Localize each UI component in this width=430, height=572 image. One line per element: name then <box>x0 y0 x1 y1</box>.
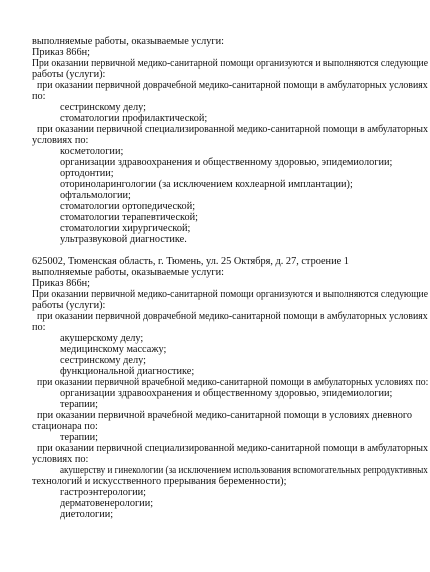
list-item: акушерскому делу; <box>60 333 144 344</box>
list-item: дерматовенерологии; <box>60 498 154 509</box>
section-heading-cont: условиях по: <box>32 135 89 146</box>
section-heading: при оказании первичной врачебной медико-санитарной помощи в амбулаторных условиях по: <box>37 377 429 388</box>
list-item: сестринскому делу; <box>60 102 146 113</box>
section-heading: при оказании первичной специализированной медико-санитарной помощи в амбулаторных <box>37 443 429 454</box>
intro-text-cont: работы (услуги): <box>32 69 106 80</box>
address: 625002, Тюменская область, г. Тюмень, ул. 25 Октября, д. 27, строение 1 <box>32 256 349 267</box>
section-heading: при оказании первичной доврачебной медико-санитарной помощи в амбулаторных условиях <box>37 80 428 91</box>
list-item: диетологии; <box>60 509 114 520</box>
list-item: сестринскому делу; <box>60 355 146 366</box>
section-heading-cont: стационара по: <box>32 421 98 432</box>
section-heading-cont: по: <box>32 322 46 333</box>
list-item: офтальмологии; <box>60 190 131 201</box>
list-item: стоматологии ортопедической; <box>60 201 196 212</box>
list-item: косметологии; <box>60 146 124 157</box>
list-item: терапии; <box>60 432 99 443</box>
intro-text: При оказании первичной медико-санитарной помощи организуются и выполняются следующие <box>32 58 429 69</box>
section-heading-cont: по: <box>32 91 46 102</box>
list-item: ультразвуковой диагностике. <box>60 234 187 245</box>
list-item: стоматологии профилактической; <box>60 113 208 124</box>
section-heading: при оказании первичной специализированной медико-санитарной помощи в амбулаторных <box>37 124 429 135</box>
list-item: стоматологии хирургической; <box>60 223 191 234</box>
section-heading-cont: условиях по: <box>32 454 89 465</box>
section-heading: при оказании первичной доврачебной медико-санитарной помощи в амбулаторных условиях <box>37 311 428 322</box>
list-item: ортодонтии; <box>60 168 114 179</box>
list-item: акушерству и гинекологии (за исключением использования вспомогательных репродуктивных <box>60 465 428 476</box>
list-item: гастроэнтерологии; <box>60 487 146 498</box>
intro-text-cont: работы (услуги): <box>32 300 106 311</box>
list-item: терапии; <box>60 399 99 410</box>
list-item: медицинскому массажу; <box>60 344 167 355</box>
order-ref: Приказ 866н; <box>32 47 90 58</box>
list-item: организации здравоохранения и общественному здоровью, эпидемиологии; <box>60 388 393 399</box>
list-item: оториноларингологии (за исключением кохлеарной имплантации); <box>60 179 353 190</box>
intro-text: При оказании первичной медико-санитарной помощи организуются и выполняются следующие <box>32 289 429 300</box>
list-item: стоматологии терапевтической; <box>60 212 199 223</box>
work-intro: выполняемые работы, оказываемые услуги: <box>32 36 224 47</box>
list-item: организации здравоохранения и общественному здоровью, эпидемиологии; <box>60 157 393 168</box>
work-intro: выполняемые работы, оказываемые услуги: <box>32 267 224 278</box>
list-item: функциональной диагностике; <box>60 366 195 377</box>
list-item-cont: технологий и искусственного прерывания беременности); <box>32 476 287 487</box>
order-ref: Приказ 866н; <box>32 278 90 289</box>
section-heading: при оказании первичной врачебной медико-санитарной помощи в условиях дневного <box>37 410 412 421</box>
